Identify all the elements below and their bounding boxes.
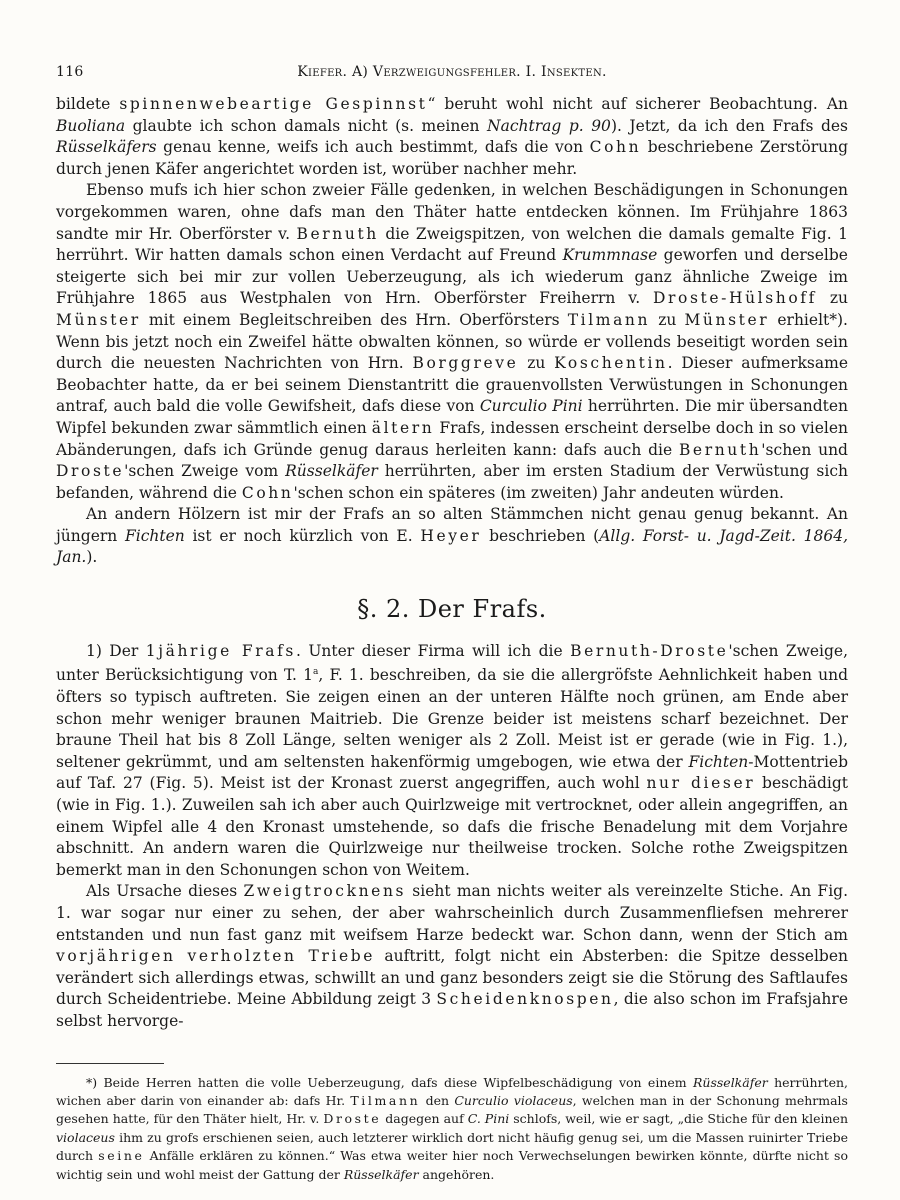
spaced-term: ältern — [371, 418, 435, 437]
text: “ beruht wohl nicht auf sicherer Beobachtung. An — [427, 95, 849, 113]
text: zu — [650, 310, 685, 329]
text: mit einem Begleitschreiben des Hrn. Oberförsters — [140, 310, 568, 329]
text: erhielt*). Wenn bis jetzt noch ein Zweifel hätte obwalten können, so würde er vollends beseitigt worden sein durch die neuesten Nachrichten von Hrn. — [56, 310, 848, 373]
text: 'schen Zweige, unter Berücksichtigung von T. 1 — [56, 641, 849, 685]
text: bildete — [56, 95, 120, 113]
insect-name: Rüsselkäfers — [56, 138, 157, 157]
text: , die also schon im Frafsjahre selbst hervorge- — [56, 990, 848, 1030]
paragraph-2 — [56, 180, 848, 504]
text: herrührten, wichen aber darin von einander ab: dafs Hr. — [56, 1074, 848, 1108]
person-name: Borggreve — [412, 354, 519, 373]
person-name: Cohn — [589, 138, 642, 157]
place-name: Münster — [684, 310, 770, 329]
insect-name: Rüsselkäfer — [343, 1166, 419, 1182]
text: -Mottentrieb auf Taf. 27 (Fig. 5). Meist ist der Kronast zuerst angegriffen, auch wohl — [56, 752, 848, 793]
reference: Nachtrag p. 90 — [487, 116, 611, 135]
paragraph-5 — [56, 881, 848, 1032]
text: sieht man nichts weiter als vereinzelte Stiche. An Fig. 1. war sogar nur einer zu sehen, der aber wahrscheinlich durch Zusammenfliefsen mehrerer entstanden und nun fast ganz mit weifsem Harze bedeckt war. Schon dann, wenn der Stich am — [56, 882, 848, 944]
text: ). Jetzt, da ich den Frafs des — [610, 116, 849, 135]
running-header — [56, 64, 848, 94]
text: den — [420, 1092, 455, 1108]
main-text — [56, 94, 848, 1033]
text: zu — [518, 354, 555, 373]
section-title: §. 2. Der Frafs. — [357, 595, 547, 624]
person-name: Bernuth-Droste — [570, 641, 729, 660]
page — [56, 64, 848, 1184]
text: , welchen man in der Schonung mehrmals gesehen hatte, für den Thäter hielt, Hr. v. — [56, 1092, 848, 1127]
text: glaubte ich schon damals nicht (s. meinen — [125, 116, 488, 135]
spaced-term: spinnenwebeartige Gespinnst — [119, 95, 428, 113]
species-name: violaceus — [56, 1129, 115, 1145]
text: Ebenso mufs ich hier schon zweier Fälle gedenken, in welchen Beschädigungen in Schonungen vorgekommen waren, ohne dafs man den Thäter hatte entdecken können. Im Frühjahre 1863 sandte mir Hr. Oberförster v. — [56, 181, 848, 243]
page-number: 116 — [56, 64, 84, 80]
person-name: Droste — [56, 462, 125, 481]
person-name: Heyer — [420, 526, 482, 545]
paragraph-1 — [56, 94, 848, 180]
insect-name: Krummnase — [562, 246, 658, 265]
text: die Zweigspitzen, von welchen die damals gemalte Fig. 1 herrührt. Wir hatten damals schon einen Verdacht auf Freund — [56, 224, 848, 265]
text: herrührten, aber im ersten Stadium der Verwüstung sich befanden, während die — [56, 462, 848, 502]
text: . Unter dieser Firma will ich die — [296, 641, 571, 660]
paragraph-4 — [56, 641, 848, 882]
species-name: Curculio violaceus — [454, 1092, 573, 1108]
text: Frafs, indessen erscheint derselbe doch in so vielen Abänderungen, dafs ich Gründe genug daraus herleiten kann: dafs auch die — [56, 418, 848, 459]
text: Als Ursache dieses — [86, 882, 244, 901]
running-title: Kiefer. A) Verzweigungsfehler. I. Insekten. — [297, 64, 607, 80]
footnote-text — [56, 1074, 848, 1184]
spaced-term: 1jährige Frafs — [145, 641, 296, 660]
species-name: Curculio Pini — [479, 397, 583, 416]
text: 'schen schon ein späteres (im zweiten) Jahr andeuten würden. — [293, 483, 784, 502]
text: *) Beide Herren hatten die volle Ueberzeugung, dafs diese Wipfelbeschädigung von einem — [86, 1074, 693, 1090]
tree-name: Fichten — [688, 752, 749, 771]
text: , F. 1. beschreiben, da sie die allergröfste Aehnlichkeit haben und öfters so typisch auftreten. Sie zeigen einen an der unteren Hälfte noch grünen, am Ende aber schon mehr weniger braunen Maitrieb. Die Grenze beider ist meistens scharf bezeichnet. Der braune Theil hat bis 8 Zoll Länge, selten weniger als 2 Zoll. Meist ist er gerade (wie in Fig. 1.), seltener gekrümmt, und am seltensten hakenförmig umgebogen, wie etwa der — [56, 666, 848, 771]
text: beschriebene Zerstörung durch jenen Käfer angerichtet worden ist, worüber nachher mehr. — [56, 138, 848, 178]
insect-name: Rüsselkäfer — [285, 462, 378, 481]
tree-name: Fichten — [124, 526, 185, 545]
spaced-term: seine — [98, 1148, 145, 1164]
species-name: C. Pini — [467, 1111, 510, 1127]
text: geworfen und derselbe steigerte sich bei mir zur vollen Ueberzeugung, als ich wiederum ganz ähnliche Zweige im Frühjahre 1865 aus Westphalen von Hrn. Oberförster Freiherrn v. — [56, 246, 848, 308]
person-name: Bernuth — [678, 440, 762, 459]
text: herrührten. Die mir übersandten Wipfel bekunden zwar sämmtlich einen — [56, 397, 848, 437]
text: zu — [816, 289, 848, 308]
text: angehören. — [418, 1166, 495, 1182]
text: 'schen und — [761, 440, 848, 459]
spaced-term: Zweigtrocknens — [243, 882, 407, 901]
insect-name: Rüsselkäfer — [693, 1074, 768, 1090]
text: . Dieser aufmerksame Beobachter hatte, da er bei seinem Dienstantritt die grauenvollsten Verwüstungen in Schonungen antraf, auch bald die volle Gewifsheit, dafs diese von — [56, 354, 848, 416]
person-name: Cohn — [241, 483, 294, 502]
spaced-term: vorjährigen verholzten Triebe — [56, 947, 376, 966]
spaced-term: nur dieser — [646, 774, 756, 793]
text: An andern Hölzern ist mir der Frafs an so alten Stämmchen nicht genau genug bekannt. An jüngern — [56, 505, 848, 545]
paragraph-3 — [56, 504, 848, 569]
person-name: Droste-Hülshoff — [653, 289, 817, 308]
text: beschrieben ( — [481, 526, 600, 545]
text: ist er noch kürzlich von E. — [184, 526, 421, 545]
place-name: Münster — [56, 310, 141, 329]
text: dagegen auf — [381, 1111, 468, 1127]
text: schlofs, weil, wie er sagt, „die Stiche für den kleinen — [509, 1111, 848, 1127]
text: Anfälle erklären zu können.“ Was etwa weiter hier noch Verwechselungen bewirken könnte, dürfte nicht so wichtig sein und wohl meist der Gattung der — [56, 1148, 848, 1182]
superscript: a — [313, 667, 319, 678]
person-name: Droste — [323, 1111, 382, 1127]
text: ihm zu grofs erschienen seien, auch letzterer wirklich dort nicht häufig genug sei, um die Massen ruinirter Triebe durch — [56, 1129, 848, 1164]
place-name: Koschentin — [554, 354, 668, 373]
reference: Allg. Forst- u. Jagd-Zeit. 1864, Jan. — [56, 526, 849, 567]
species-name: Buoliana — [56, 116, 126, 135]
footnote — [56, 1074, 848, 1184]
text: 1) Der — [86, 641, 146, 660]
spaced-term: Scheidenknospen — [436, 990, 614, 1009]
person-name: Tilmann — [567, 310, 651, 329]
text: genau kenne, weifs ich auch bestimmt, dafs die von — [156, 138, 590, 157]
text: auftritt, folgt nicht ein Absterben: die Spitze desselben verändert sich allerdings etwas, schwillt an und ganz besonders zeigt sie die Störung des Saftlaufes durch Scheidentriebe. Meine Abbildung zeigt 3 — [56, 947, 848, 1009]
text: ). — [86, 548, 98, 567]
text: beschädigt (wie in Fig. 1.). Zuweilen sah ich aber auch Quirlzweige mit vertrocknet, oder allein angegriffen, an einem Wipfel alle 4 den Kronast umstehende, so dafs die frische Benadelung mit dem Vorjahre abschnitt. An andern waren die Quirlzweige nur theilweise trocken. Solche rothe Zweigspitzen bemerkt man in den Schonungen schon von Weitem. — [56, 774, 849, 879]
text: 'schen Zweige vom — [124, 462, 286, 481]
footnote-divider — [56, 1063, 164, 1064]
person-name: Bernuth — [296, 224, 379, 243]
person-name: Tilmann — [350, 1092, 421, 1108]
